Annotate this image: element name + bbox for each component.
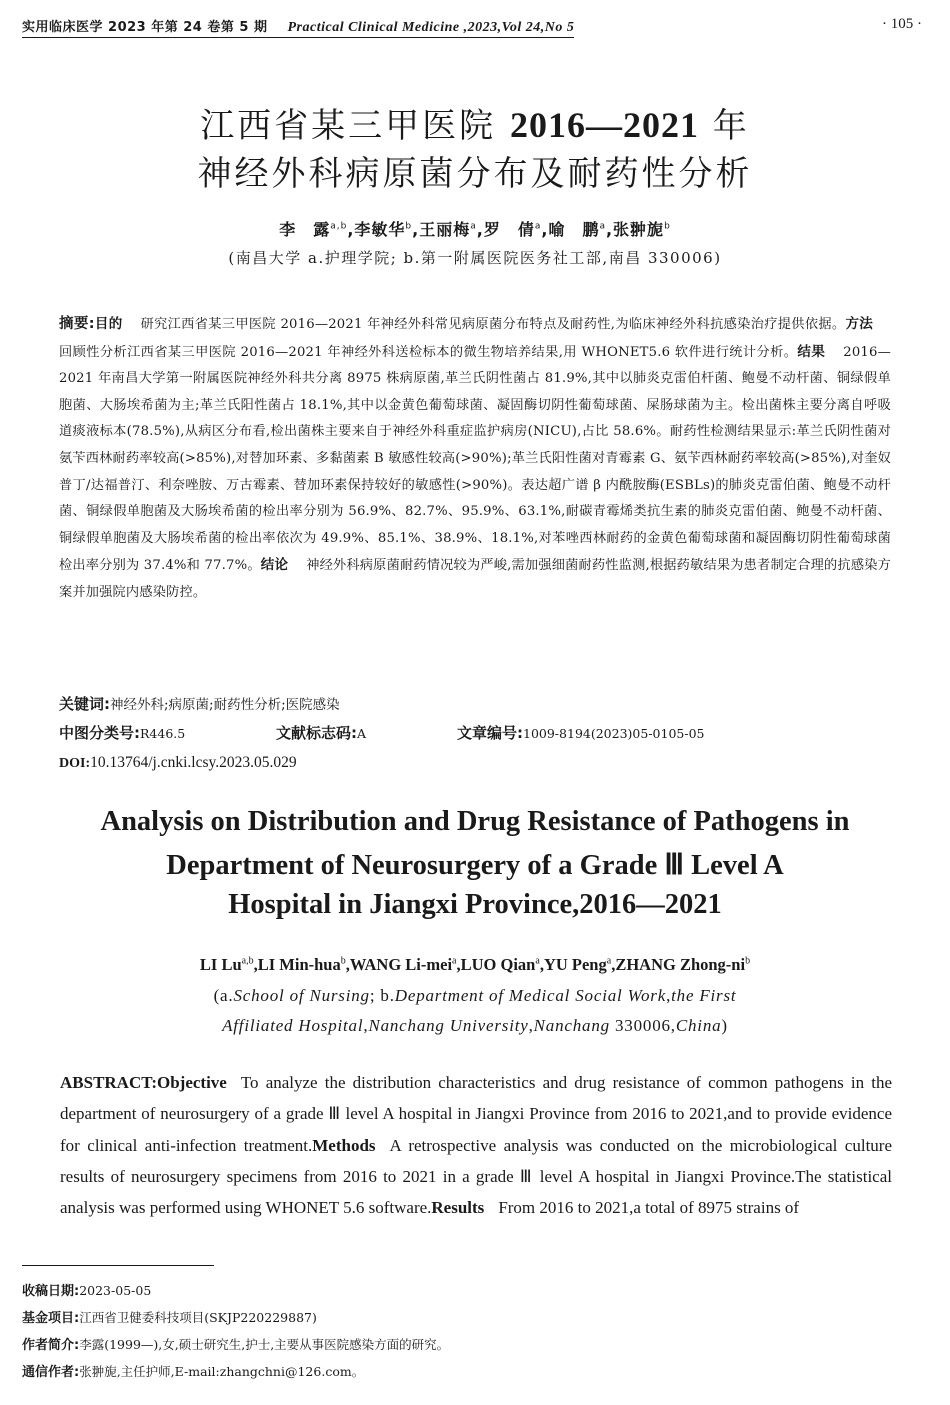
footnote-value: 2023-05-05 — [79, 1283, 152, 1298]
affil-text: , — [528, 1016, 534, 1035]
abstract-cn-label: 摘要: — [59, 316, 95, 332]
doi-value[interactable]: 10.13764/j.cnki.lcsy.2023.05.029 — [90, 754, 297, 771]
author-en — [544, 955, 611, 974]
affil-city: Nanchang — [533, 1016, 610, 1035]
author-affil-mark: a,b — [241, 955, 254, 967]
title-en-line-3: Hospital in Jiangxi Province,2016—2021 — [228, 889, 722, 920]
journal-name-cn: 实用临床医学 2023 年第 24 卷第 5 期 — [22, 20, 268, 35]
author-affil-mark: a — [535, 955, 540, 967]
abstract-en-objective-label: Objective — [156, 1073, 227, 1092]
authors-en: LI Lu$^{a,b}$,LI Min-hua$^b$,WANG Li-mei$^a$,LUO Qian$^a$,YU Peng$^a$,ZHANG Zhong-$ni^b$ — [199, 955, 751, 974]
title-cn-line-1 — [0, 98, 950, 147]
page-number: · 105 · — [882, 16, 922, 32]
author-name: ZHANG Zhong-ni — [615, 955, 746, 974]
affil-department: Department of Medical Social Work — [394, 986, 667, 1005]
author-cn — [613, 220, 671, 239]
affiliation-en-line-2 — [0, 1016, 950, 1036]
abstract-cn-methods: 回顾性分析江西省某三甲医院 2016—2021 年神经外科送检标本的微生物培养结果,用 WHONET5.6 软件进行统计分析。 — [59, 344, 798, 360]
author-affil-mark: a — [470, 221, 477, 232]
author-name: 李 露 — [279, 220, 331, 239]
footnote-corresponding-author — [22, 1361, 364, 1380]
footnote-label: 基金项目: — [22, 1311, 80, 1326]
title-cn-years: 2016—2021 — [510, 105, 699, 145]
doi-label: DOI: — [59, 756, 91, 771]
journal-name-en: Practical Clinical Medicine ,2023,Vol 24,No 5 — [287, 20, 575, 35]
keywords-value: 神经外科;病原菌;耐药性分析;医院感染 — [110, 697, 340, 713]
affil-text: , — [363, 1016, 369, 1035]
abstract-en-methods-label: Methods — [312, 1135, 376, 1155]
author-en — [200, 955, 254, 974]
abstract-en-label: ABSTRACT: — [60, 1073, 157, 1092]
abstract-cn-results: 2016—2021 年南昌大学第一附属医院神经外科共分离 8975 株病原菌,革兰氏阴性菌占 81.9%,其中以肺炎克雷伯杆菌、鲍曼不动杆菌、铜绿假单胞菌、大肠埃希菌为主;革兰氏阳性菌占 18.1%,其中以金黄色葡萄球菌、凝固酶切阴性葡萄球菌、屎肠球菌为主。检出菌株主要分离自呼吸道痰液标本(78.5%),从病区分布看,检出菌株主要来自于神经外科重症监护病房(NICU),占比 58.6%。耐药性检测结果显示:革兰氏阴性菌对氨苄西林耐药率较高(>85%),对替加环素、多黏菌素 B 敏感性较高(>90%);革兰氏阳性菌对青霉素 G、氨苄西林耐药率较高(>85%),对奎奴普丁/达福普汀、利奈唑胺、万古霉素、替加环素保持较好的敏感性(>90%)。表达超广谱 β 内酰胺酶(ESBLs)的肺炎克雷伯菌、鲍曼不动杆菌、铜绿假单胞菌及大肠埃希菌的检出率分别为 56.9%、82.7%、95.9%、63.1%,耐碳青霉烯类抗生素的肺炎克雷伯菌、鲍曼不动杆菌、铜绿假单胞菌及大肠埃希菌的检出率依次为 49.9%、85.1%、38.9%、18.1%,对苯唑西林耐药的金黄色葡萄球菌和凝固酶切阴性葡萄球菌检出率分别为 37.4%和 77.7%。 — [59, 344, 891, 574]
abstract-en-results: From 2016 to 2021,a total of 8975 strains of — [498, 1198, 800, 1218]
author-affil-mark: b — [340, 955, 346, 967]
abstract-cn-conclusion: 神经外科病原菌耐药情况较为严峻,需加强细菌耐药性监测,根据药敏结果为患者制定合理的抗感染方案并加强院内感染防控。 — [59, 558, 892, 600]
footnote-value[interactable]: 张翀旎,主任护师,E-mail:zhangchni@126.com。 — [79, 1364, 365, 1379]
author-name: WANG Li-mei — [349, 955, 453, 974]
affil-text: ) — [721, 1016, 728, 1035]
footnote-value: 李露(1999—),女,硕士研究生,护士,主要从事医院感染方面的研究。 — [79, 1337, 450, 1352]
author-affil-mark: a — [599, 221, 606, 232]
journal-citation-underlined — [22, 20, 574, 38]
abstract-en-methods: A retrospective analysis was conducted on the microbiological culture results of neurosurgery specimens from 2016 to 2021 in a grade Ⅲ level A hospital in Jiangxi Province.The statistical analysis was performed using WHONET 5.6 software. — [60, 1135, 892, 1218]
article-number-label: 文章编号: — [457, 724, 523, 742]
author-name: YU Peng — [543, 955, 607, 974]
author-affil-mark: b — [405, 221, 413, 232]
author-name: LI Lu — [199, 955, 242, 974]
footnote-funding — [22, 1307, 317, 1326]
article-number-value: 1009-8194(2023)05-0105-05 — [523, 726, 705, 741]
affil-university: Nanchang University — [368, 1016, 529, 1035]
author-name: LI Min-hua — [257, 955, 341, 974]
keywords — [59, 693, 340, 714]
document-code-label: 文献标志码: — [276, 724, 357, 742]
footnote-label: 作者简介: — [22, 1338, 80, 1353]
author-affil-mark: b — [745, 955, 751, 967]
author-affil-mark: b — [664, 221, 671, 232]
author-en — [350, 955, 457, 974]
author-affil-mark: a,b — [330, 221, 348, 232]
author-cn — [548, 220, 606, 239]
abstract-cn-objective-label: 目的 — [94, 316, 123, 332]
author-name: 王丽梅 — [419, 220, 471, 239]
abstract-cn-methods-label: 方法 — [845, 316, 874, 332]
footnote-label: 通信作者: — [22, 1365, 80, 1380]
abstract-cn-conclusion-label: 结论 — [260, 557, 289, 574]
doi — [59, 754, 297, 772]
affil-hospital: Affiliated Hospital — [222, 1016, 364, 1035]
running-header — [22, 12, 928, 38]
abstract-en-objective: To analyze the distribution characteristics and drug resistance of common pathogens in the department of neurosurgery of a grade Ⅲ level A hospital in Jiangxi Province from 2016 to 2021,and to provide evidence for clinical anti-infection treatment. — [60, 1073, 892, 1155]
title-en-line-2: Department of Neurosurgery of a Grade Ⅲ Level A — [166, 850, 784, 881]
author-name: 李敏华 — [354, 220, 406, 239]
title-cn-text: 江西省某三甲医院 — [200, 106, 510, 146]
footnote-label: 收稿日期: — [22, 1284, 80, 1299]
abstract-en — [60, 1067, 892, 1223]
affiliation-en-line-1 — [0, 986, 950, 1006]
clc-value: R446.5 — [140, 726, 186, 741]
document-code — [276, 722, 457, 743]
abstract-en-results-label: Results — [431, 1198, 485, 1218]
author-affil-mark: a — [606, 955, 612, 967]
abstract-cn-objective: 研究江西省某三甲医院 2016—2021 年神经外科常见病原菌分布特点及耐药性,为临床神经外科抗感染治疗提供依据。 — [140, 317, 846, 332]
journal-citation — [22, 16, 574, 36]
affil-text: , — [666, 986, 672, 1005]
classification-meta — [59, 722, 704, 743]
author-name: 罗 倩 — [483, 220, 535, 239]
author-affil-mark: a — [534, 221, 542, 232]
affil-school: School of Nursing — [233, 986, 370, 1005]
author-cn — [279, 220, 347, 239]
author-en — [258, 955, 346, 974]
footnote-author-bio — [22, 1334, 449, 1353]
keywords-label: 关键词: — [59, 695, 110, 713]
clc-label: 中图分类号: — [59, 724, 140, 742]
affil-postcode: 330006, — [609, 1016, 676, 1035]
footnote-received — [22, 1280, 151, 1299]
document-code-value: A — [357, 726, 367, 741]
affil-country: China — [675, 1016, 722, 1035]
authors-cn: 李 露$^{a,b}$,李敏华$^b$,王丽梅$^a$,罗 倩$^a$,喻 鹏$^a$,张翀旎$^b$ — [279, 220, 671, 239]
footnote-divider — [22, 1265, 214, 1266]
affil-text: ; b. — [369, 986, 395, 1005]
author-cn — [354, 220, 412, 239]
affil-hospital: the First — [671, 986, 737, 1005]
author-affil-mark: a — [452, 955, 457, 967]
clc-number — [59, 722, 276, 743]
title-cn-line-2: 神经外科病原菌分布及耐药性分析 — [197, 154, 753, 194]
footnote-value: 江西省卫健委科技项目(SKJP220229887) — [79, 1310, 317, 1325]
author-en — [461, 955, 540, 974]
affil-text: (a. — [213, 986, 234, 1005]
article-number — [457, 722, 704, 743]
author-name: LUO Qian — [460, 955, 536, 974]
author-name: 张翀旎 — [613, 220, 665, 239]
author-cn — [419, 220, 477, 239]
title-en-line-1: Analysis on Distribution and Drug Resistance of Pathogens in — [100, 806, 850, 837]
author-en — [615, 955, 750, 974]
title-cn-text-end: 年 — [699, 106, 750, 146]
abstract-cn-results-label: 结果 — [797, 343, 826, 360]
author-name: 喻 鹏 — [548, 220, 600, 239]
abstract-cn — [59, 311, 891, 607]
author-cn — [484, 220, 542, 239]
affiliation-cn: (南昌大学 a.护理学院; b.第一附属医院医务社工部,南昌 330006) — [228, 249, 722, 267]
